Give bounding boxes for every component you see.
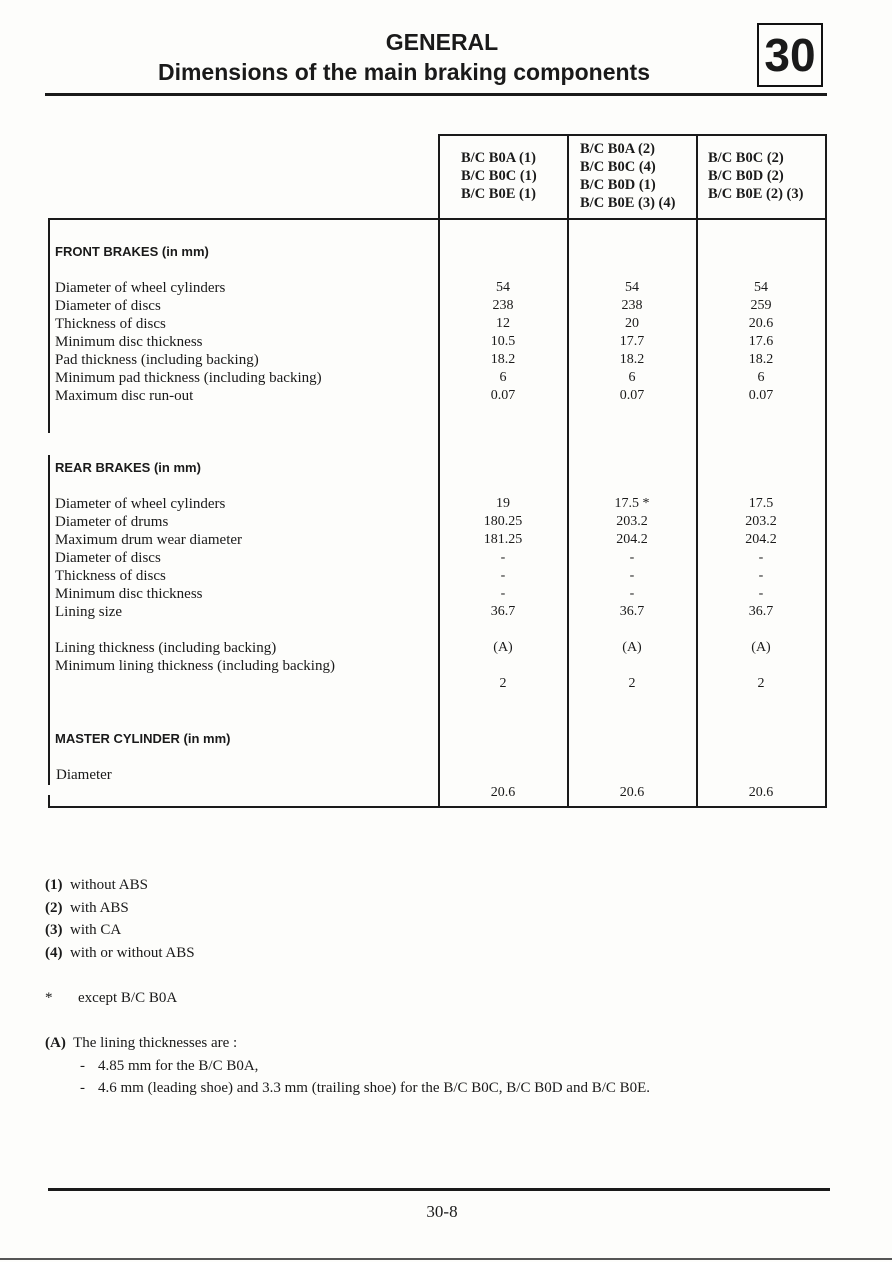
table-border-top (438, 134, 826, 136)
table-col-divider-3 (696, 134, 698, 808)
note-a-text: The lining thicknesses are : (73, 1035, 238, 1051)
cell-value: 20 (625, 316, 639, 331)
row-label: Lining size (55, 604, 123, 620)
column-header-line: B/C B0E (1) (461, 186, 536, 202)
row-label: Minimum lining thickness (including backing) (55, 658, 335, 674)
cell-value: 18.2 (748, 352, 774, 367)
cell-value: 17.7 (619, 334, 645, 349)
cell-value: 0.07 (619, 388, 645, 403)
cell-value: 6 (499, 370, 507, 385)
cell-value: 54 (754, 280, 768, 295)
column-header-line: B/C B0E (2) (3) (708, 186, 804, 202)
row-label: Minimum disc thickness (55, 586, 203, 602)
rear-brakes-labels (55, 495, 435, 675)
bottom-edge-line (0, 1258, 892, 1260)
page-subtitle: Dimensions of the main braking components (157, 59, 650, 85)
table-border-bottom (48, 806, 826, 808)
column-header-line: B/C B0D (2) (708, 168, 784, 184)
row-label: Lining thickness (including backing) (55, 640, 277, 656)
note-a-bullet: - 4.6 mm (leading shoe) and 3.3 mm (trailing shoe) for the B/C B0C, B/C B0D and B/C B0E. (80, 1080, 651, 1096)
cell-value: 181.25 (483, 532, 523, 547)
front-brakes-heading: FRONT BRAKES (in mm) (55, 244, 209, 259)
cell-value: 36.7 (619, 604, 645, 619)
cell-value: 238 (621, 298, 643, 313)
row-label: Diameter of wheel cylinders (55, 496, 226, 512)
rear-brakes-heading: REAR BRAKES (in mm) (55, 460, 201, 475)
rear-values-col-1 (441, 495, 565, 693)
column-header-line: B/C B0E (3) (4) (580, 195, 676, 211)
cell-value: 36.7 (490, 604, 516, 619)
note-a (45, 1032, 650, 1100)
cell-value: 2 (499, 676, 507, 691)
asterisk-text: except B/C B0A (78, 990, 178, 1006)
row-label: Maximum disc run-out (55, 388, 194, 404)
asterisk-mark: * (45, 990, 53, 1006)
footnotes (45, 874, 195, 964)
cell-value: 54 (625, 280, 639, 295)
column-header-3 (708, 149, 803, 203)
cell-value: (A) (751, 640, 771, 655)
cell-value: 180.25 (483, 514, 523, 529)
page-number: 30-8 (426, 1202, 458, 1221)
footnote: (2) with ABS (45, 899, 129, 916)
master-value-col-2: 20.6 (619, 785, 645, 800)
row-label: Diameter of discs (55, 550, 161, 566)
cell-value: - (758, 568, 764, 583)
table-border-left-front (48, 218, 50, 433)
footnote: (1) without ABS (45, 877, 148, 893)
cell-value: 204.2 (616, 532, 648, 547)
row-label: Pad thickness (including backing) (55, 352, 259, 368)
footer-rule (48, 1188, 830, 1191)
cell-value: 18.2 (619, 352, 645, 367)
column-header-1 (461, 149, 537, 203)
cell-value: - (758, 586, 764, 601)
cell-value: 20.6 (748, 316, 774, 331)
asterisk-note (45, 987, 177, 1010)
cell-value: 203.2 (616, 514, 648, 529)
cell-value: 2 (628, 676, 636, 691)
column-header-line: B/C B0A (1) (461, 150, 536, 166)
cell-value: 259 (750, 298, 772, 313)
row-label: Diameter of drums (55, 514, 169, 530)
column-header-line: B/C B0A (2) (580, 141, 655, 157)
rear-values-col-2 (570, 495, 694, 693)
column-header-line: B/C B0C (2) (708, 150, 784, 166)
cell-value: 6 (757, 370, 765, 385)
front-values-col-2 (570, 279, 694, 405)
table-col-divider-1 (438, 134, 440, 808)
front-values-col-1 (441, 279, 565, 405)
footnote: (4) with or without ABS (45, 944, 195, 961)
row-label: Thickness of discs (55, 568, 166, 584)
row-label: Thickness of discs (55, 316, 166, 332)
master-cylinder-heading: MASTER CYLINDER (in mm) (55, 731, 231, 746)
cell-value: - (629, 550, 635, 565)
row-label: Minimum pad thickness (including backing) (55, 370, 322, 386)
cell-value: 17.5 * (614, 496, 650, 511)
cell-value: 204.2 (745, 532, 777, 547)
cell-value: (A) (493, 640, 513, 655)
row-label: Minimum disc thickness (55, 334, 203, 350)
page-title: GENERAL (385, 29, 499, 55)
cell-value: 54 (496, 280, 510, 295)
row-label: Diameter of discs (55, 298, 161, 314)
cell-value: 12 (496, 316, 510, 331)
master-value-col-3: 20.6 (748, 785, 774, 800)
cell-value: - (758, 550, 764, 565)
cell-value: - (629, 586, 635, 601)
row-label: Diameter of wheel cylinders (55, 280, 226, 296)
cell-value: 36.7 (748, 604, 774, 619)
cell-value: - (500, 550, 506, 565)
rear-values-col-3 (699, 495, 823, 693)
table-col-divider-2 (567, 134, 569, 808)
cell-value: 0.07 (748, 388, 774, 403)
master-cylinder-label: Diameter (56, 767, 112, 783)
cell-value: 10.5 (490, 334, 516, 349)
column-header-2 (580, 140, 675, 212)
footnote: (3) with CA (45, 922, 122, 938)
front-brakes-labels (55, 279, 435, 405)
cell-value: - (629, 568, 635, 583)
cell-value: 238 (492, 298, 514, 313)
table-header-divider (48, 218, 826, 220)
row-label: Maximum drum wear diameter (55, 532, 243, 548)
cell-value: 17.5 (748, 496, 774, 511)
header-rule (45, 93, 827, 96)
column-header-line: B/C B0C (4) (580, 159, 656, 175)
cell-value: 17.6 (748, 334, 774, 349)
cell-value: 18.2 (490, 352, 516, 367)
cell-value: 19 (496, 496, 510, 511)
cell-value: 0.07 (490, 388, 516, 403)
cell-value: 6 (628, 370, 636, 385)
cell-value: 203.2 (745, 514, 777, 529)
cell-value: - (500, 586, 506, 601)
cell-value: 2 (757, 676, 765, 691)
column-header-line: B/C B0D (1) (580, 177, 656, 193)
table-border-left-rear (48, 455, 50, 785)
note-a-bullet: - 4.85 mm for the B/C B0A, (80, 1057, 259, 1074)
note-a-mark: (A) (45, 1035, 66, 1051)
master-value-col-1: 20.6 (490, 785, 516, 800)
column-header-line: B/C B0C (1) (461, 168, 537, 184)
table-border-left-master (48, 795, 50, 808)
cell-value: (A) (622, 640, 642, 655)
section-number-box: 30 (757, 23, 823, 87)
cell-value: - (500, 568, 506, 583)
table-border-right (825, 134, 827, 808)
front-values-col-3 (699, 279, 823, 405)
